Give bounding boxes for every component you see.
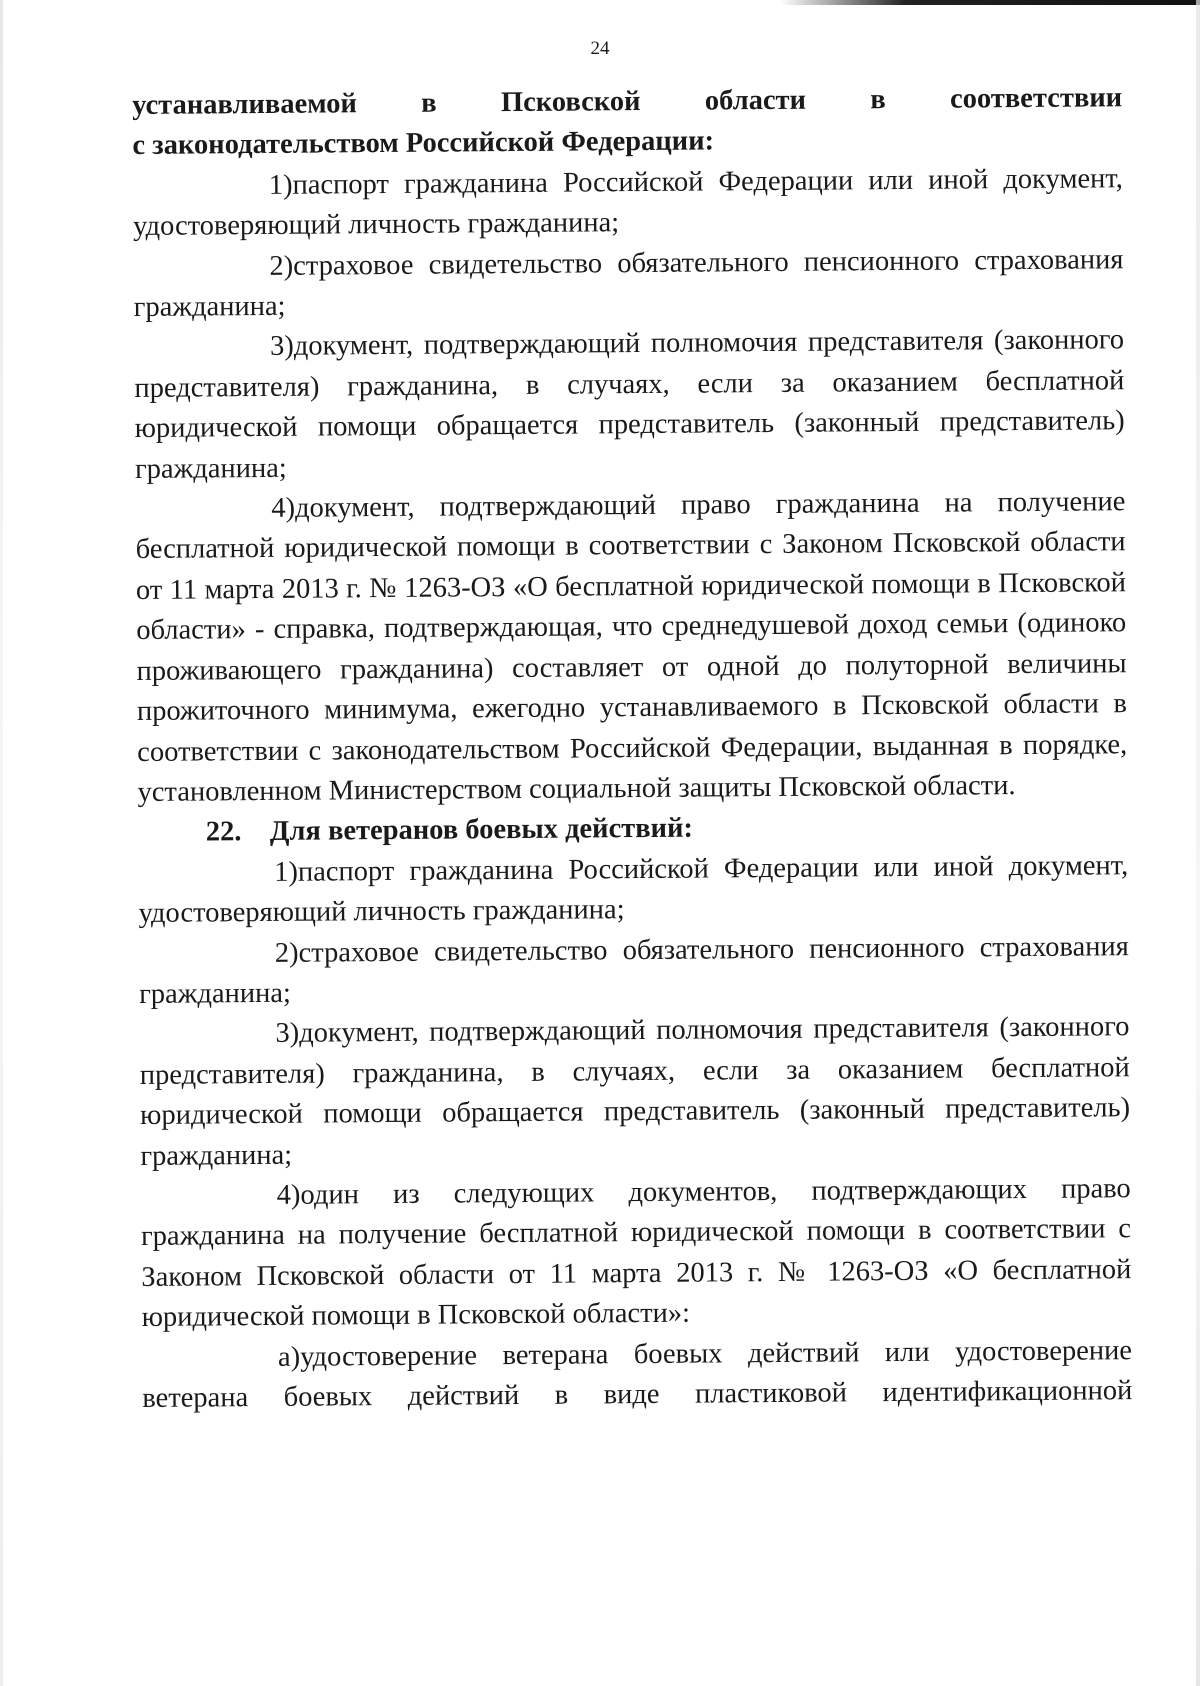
list-item-text: документ, подтверждающий полномочия представителя (законного представителя) гражданина, в случаях, если за оказанием бесплатной юридической помощи обращается представитель (законный представитель) гражданина; [134,324,1125,485]
veteran-list-item-4 [141,1169,1132,1338]
list-item-1 [133,159,1124,248]
list-item-3 [134,321,1125,490]
list-item-number: 4) [271,492,296,524]
list-item-text: документ, подтверждающий полномочия представителя (законного представителя) гражданина, в случаях, если за оказанием бесплатной юридической помощи обращается представитель (законный представитель) гражданина; [139,1011,1131,1172]
list-item-text: один из следующих документов, подтверждающих право гражданина на получение бесплатной юридической помощи в соответствии с Законом Псковской области от 11 марта 2013 г. № 1263-ОЗ «О бесплатной юридической помощи в Псковской области»: [140,1173,1132,1334]
list-item-text: удостоверение ветерана боевых действий или удостоверение ветерана боевых действий в виде пластиковой идентификационной [142,1334,1133,1414]
veteran-list-item-1 [138,846,1129,935]
list-item-text: документ, подтверждающий право гражданина на получение бесплатной юридической помощи в соответствии с Законом Псковской области от 11 марта 2013 г. № 1263-ОЗ «О бесплатной юридической помощи в Псковской области» - справка, подтверждающая, что среднедушевой доход семьи (одиноко проживающего гражданина) составляет от одной до полуторной величины прожиточного минимума, ежегодно устанавливаемого в Псковской области в соответствии с законодательством Российской Федерации, выданная в порядке, установленном Министерством социальной защиты Псковской области. [135,486,1128,808]
intro-line-1: устанавливаемой в Псковской области в соответствии [132,82,1123,121]
intro-line-2: с законодательством Российской Федерации: [132,125,715,162]
scan-right-edge [1196,0,1200,1686]
document-body [132,78,1132,1419]
scan-left-edge [0,0,3,1686]
list-item-number: 2) [274,937,299,969]
list-item-number: 2) [269,250,294,282]
scan-top-edge-line [780,0,1200,5]
section-number: 22. [205,816,242,848]
list-item-text: страховое свидетельство обязательного пенсионного страхования гражданина; [133,243,1124,324]
list-item-text: паспорт гражданина Российской Федерации или иной документ, удостоверяющий личность гражданина; [132,163,1123,243]
section-title: Для ветеранов боевых действий: [269,812,694,848]
veteran-subitem-a [142,1331,1133,1420]
list-item-number: 3) [269,331,294,363]
list-item-number: 3) [275,1018,300,1050]
list-item-text: паспорт гражданина Российской Федерации или иной документ, удостоверяющий личность гражданина; [138,849,1129,930]
list-item-number: 1) [274,856,299,888]
veteran-list-item-3 [139,1008,1130,1177]
list-item-2 [133,240,1124,329]
list-item-number: 4) [276,1179,301,1211]
list-item-letter: а) [277,1341,301,1373]
veteran-list-item-2 [139,927,1130,1016]
list-item-number: 1) [268,169,293,201]
list-item-text: страховое свидетельство обязательного пенсионного страхования гражданина; [139,930,1129,1010]
page-number: 24 [590,38,610,59]
list-item-4 [135,482,1128,813]
